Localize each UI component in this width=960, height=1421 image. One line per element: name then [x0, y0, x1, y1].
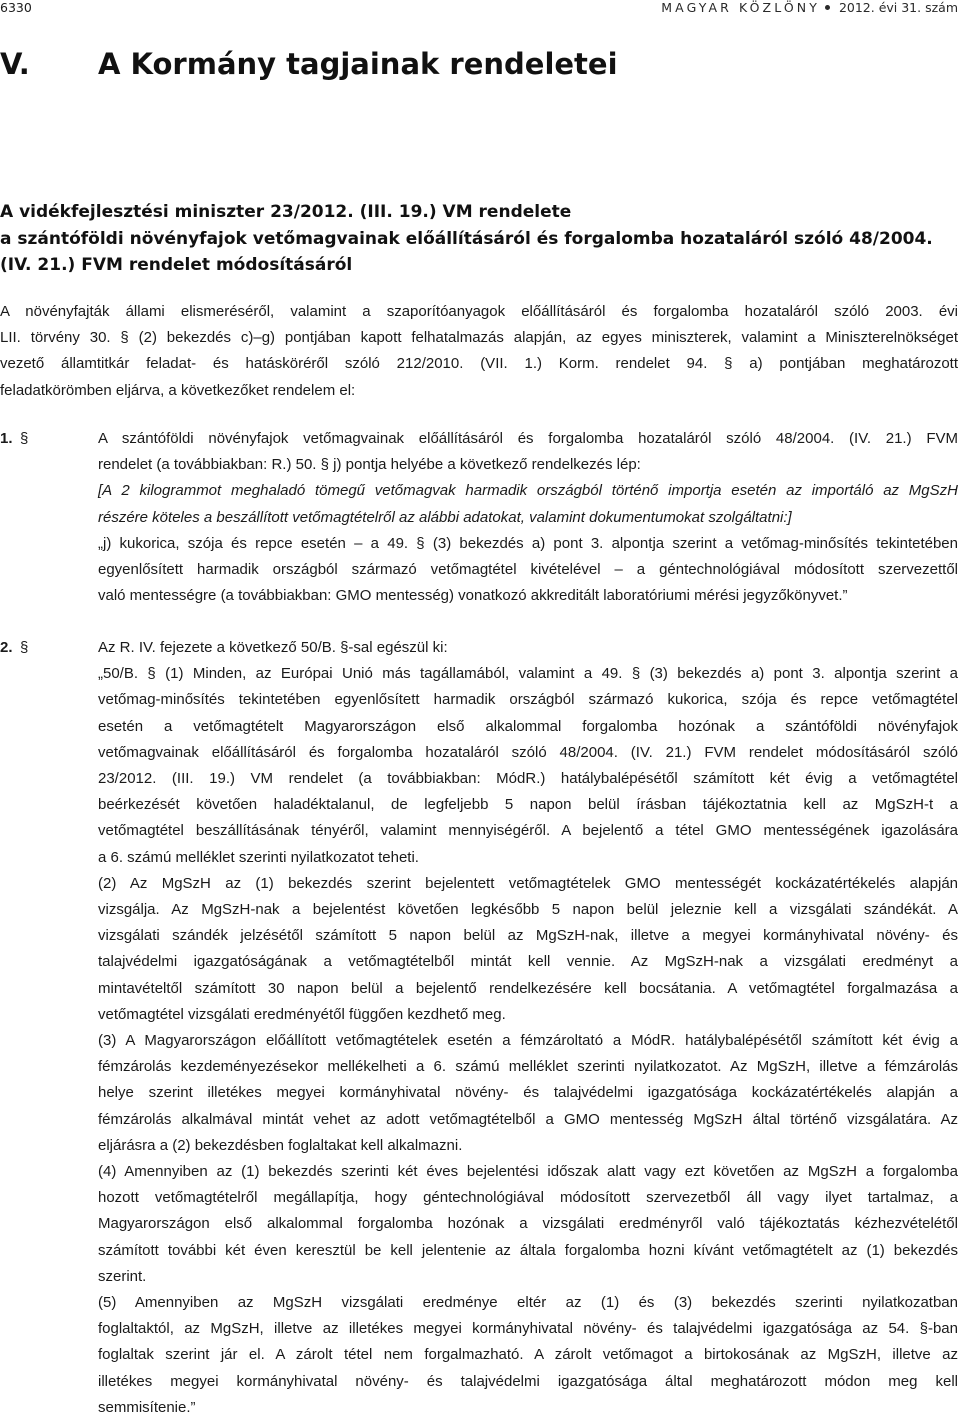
section-number: 2.: [0, 639, 13, 656]
section-content: [98, 426, 958, 609]
paragraph-symbol: §: [20, 639, 29, 656]
section-text-line: vizsgálja. Az MgSzH-nak a bejelentést követően legkésőbb 5 napon belül jeleznie kell a vizsgálati szándékát. A: [98, 901, 958, 919]
section-text-line: esetén a vetőmagtételt Magyarországon első alkalommal forgalomba hozónak a szántóföldi növényfajok: [98, 717, 958, 735]
preamble: [0, 299, 958, 404]
section-text-line: illetékes megyei kormányhivatal növény- és talajvédelmi igazgatósága által meghatározott módon meg kell: [98, 1372, 958, 1390]
section-text-line: egyenlősített harmadik országból származó vetőmagtétel kivételével – a géntechnológiával módosított szervezettől: [98, 561, 958, 579]
section-text-line: helye szerint illetékes megyei kormányhivatal növény- és talajvédelmi igazgatósága kockázatértékelés alapján a: [98, 1084, 958, 1102]
section-text-line: A szántóföldi növényfajok vetőmagvainak előállításáról és forgalomba hozataláról szóló 48/2004. (IV. 21.) FVM: [98, 430, 958, 447]
section-text-line: (2) Az MgSzH az (1) bekezdés szerint bejelentett vetőmagtételek GMO mentességét kockázatértékelés alapján: [98, 874, 958, 892]
section-roman-numeral: V.: [0, 47, 30, 81]
section-text-line: részére köteles a beszállított vetőmagtételről az alábbi adatokat, valamint dokumentumokat szolgáltatni:]: [98, 508, 792, 526]
preamble-line: A növényfajták állami elismeréséről, valamint a szaporítóanyagok előállításáról és forgalomba hozataláról szóló 2003. évi: [0, 303, 958, 320]
decree-title: [0, 199, 960, 279]
section-title-text: A Kormány tagjainak rendeletei: [98, 47, 618, 81]
section-text-line: szerint.: [98, 1267, 147, 1285]
section-text-line: eljárásra a (2) bekezdésben foglaltakat kell alkalmazni.: [98, 1136, 463, 1154]
section-text-line: (4) Amennyiben az (1) bekezdés szerinti két éves bejelentési időszak alatt vagy ezt követően az MgSzH a forgalomba: [98, 1163, 958, 1181]
section-text-line: „j) kukorica, szója és repce esetén – a 49. § (3) bekezdés a) pont 3. alpontja szerint a vetőmag-minősítés tekintetében: [98, 534, 958, 552]
section-text-line: fémzárolás kezdeményezésekor mellékelheti a 6. számú melléklet szerinti nyilatkozatot. Az MgSzH, illetve a fémzárolás: [98, 1058, 958, 1076]
preamble-line: vezető államtitkár feladat- és hatásköréről szóló 212/2010. (VII. 1.) Korm. rendelet 94. § a) pontjában meghatározott: [0, 355, 958, 373]
publication-name: MAGYAR KÖZLÖNY: [661, 0, 820, 15]
decree-title-line: A vidékfejlesztési miniszter 23/2012. (III. 19.) VM rendelete: [0, 202, 572, 222]
decree-title-line: (IV. 21.) FVM rendelet módosításáról: [0, 255, 353, 275]
section-text-line: vetőmagtétel vizsgálati eredményétől függően kezdhető meg.: [98, 1005, 506, 1023]
section-text-line: a 6. számú melléklet szerinti nyilatkozatot teheti.: [98, 848, 419, 866]
section-number: 1.: [0, 430, 13, 447]
section-text-line: Magyarországon első alkalommal forgalomba hozónak a vizsgálati eredményről való tájékoztatás kézhezvételétől: [98, 1215, 958, 1233]
section-text-line: 23/2012. (III. 19.) VM rendelet (a továbbiakban: MódR.) hatálybalépésétől számított két évig a vetőmagtétel: [98, 770, 958, 788]
section-text-line: vizsgálati szándék jelzésétől számított 5 napon belül az MgSzH-nak, illetve a megyei kormányhivatal növény- és: [98, 927, 958, 945]
page-number: 6330: [0, 0, 32, 15]
section-text-line: való mentességre (a továbbiakban: GMO mentesség) vonatkozó akkreditált laboratóriumi mérési jegyzőkönyvet.”: [98, 587, 848, 605]
decree-title-line: a szántóföldi növényfajok vetőmagvainak előállításáról és forgalomba hozataláról szóló 48/2004.: [0, 228, 933, 249]
section-text-line: számított további két éven keresztül be kell jelentenie az általa forgalomba hozni kívánt vetőmagtételt az (1) bekezdés: [98, 1241, 958, 1259]
section-text-line: foglaltaktól, az MgSzH, illetve az illetékes megyei kormányhivatal növény- és talajvédelmi igazgatósága az 54. §-ban: [98, 1320, 958, 1338]
preamble-line: feladatkörömben eljárva, a következőket rendelem el:: [0, 381, 356, 399]
section-text-line: rendelet (a továbbiakban: R.) 50. § j) pontja helyébe a következő rendelkezés lép:: [98, 456, 641, 474]
page-header: [0, 0, 960, 16]
section-text-line: mintavételtől számított 30 napon belül a bejelentő rendelkezésére kell bocsátania. A vetőmagtétel forgalmazása a: [98, 979, 958, 997]
publication-info: [661, 0, 958, 16]
section-text-line: Az R. IV. fejezete a következő 50/B. §-sal egészül ki:: [98, 639, 448, 656]
bullet-separator: [825, 5, 830, 10]
section-text-line: fémzárolás alkalmával mintát vehet az adott vetőmagtételből a GMO mentesség MgSzH által történő vizsgálatára. Az: [98, 1110, 958, 1128]
section-text-line: semmisítenie.”: [98, 1398, 196, 1416]
section-text-line: (5) Amennyiben az MgSzH vizsgálati eredménye eltér az (1) és (3) bekezdés szerinti nyilatkozatban: [98, 1294, 958, 1312]
section-text-line: foglaltak szerint jár el. A zárolt tétel nem forgalmazható. A zárolt vetőmagot a birtokosának az MgSzH, illetve az: [98, 1346, 958, 1364]
section-text-line: talajvédelmi igazgatóságának a vetőmagtételből mintát kell vennie. Az MgSzH-nak a vizsgálati eredményt a: [98, 953, 958, 971]
section-text-line: vetőmag-minősítés tekintetében egyenlősített harmadik országból származó kukorica, szója és repce vetőmagtétel: [98, 691, 958, 709]
section-content: [98, 635, 958, 1421]
section-text-line: (3) A Magyarországon előállított vetőmagtételek esetén a fémzároltató a MódR. hatálybalépésétől számított két évig a: [98, 1032, 958, 1050]
section-text-line: [A 2 kilogrammot meghaladó tömegű vetőmagvak harmadik országból történő importja esetén az importáló az MgSzH: [98, 482, 958, 500]
section-text-line: vetőmagtétel beszállításának tényéről, valamint mennyiségéről. A bejelentő a tétel GMO mentességének igazolására: [98, 822, 958, 840]
section-text-line: hozott vetőmagtételről megállapítja, hogy géntechnológiával módosított szervezetből áll vagy ilyet tartalmaz, a: [98, 1189, 958, 1207]
paragraph-symbol: §: [20, 430, 29, 447]
section-text-line: „50/B. § (1) Minden, az Európai Unió más tagállamából, valamint a 49. § (3) bekezdés a) pont 3. alpontja szerint a: [98, 665, 958, 683]
issue-number: 2012. évi 31. szám: [838, 0, 958, 15]
section-text-line: beérkezését követően haladéktalanul, de legfeljebb 5 napon belül írásban tájékoztatnia kell az MgSzH-t a: [98, 796, 958, 814]
preamble-line: LII. törvény 30. § (2) bekezdés c)–g) pontjában kapott felhatalmazás alapján, az egyes miniszterek, valamint a Miniszterelnökséget: [0, 329, 958, 347]
section-text-line: vetőmagvainak előállításáról és forgalomba hozataláról szóló 48/2004. (IV. 21.) FVM rendelet módosításáról szóló: [98, 743, 958, 761]
section-heading: [0, 44, 960, 84]
